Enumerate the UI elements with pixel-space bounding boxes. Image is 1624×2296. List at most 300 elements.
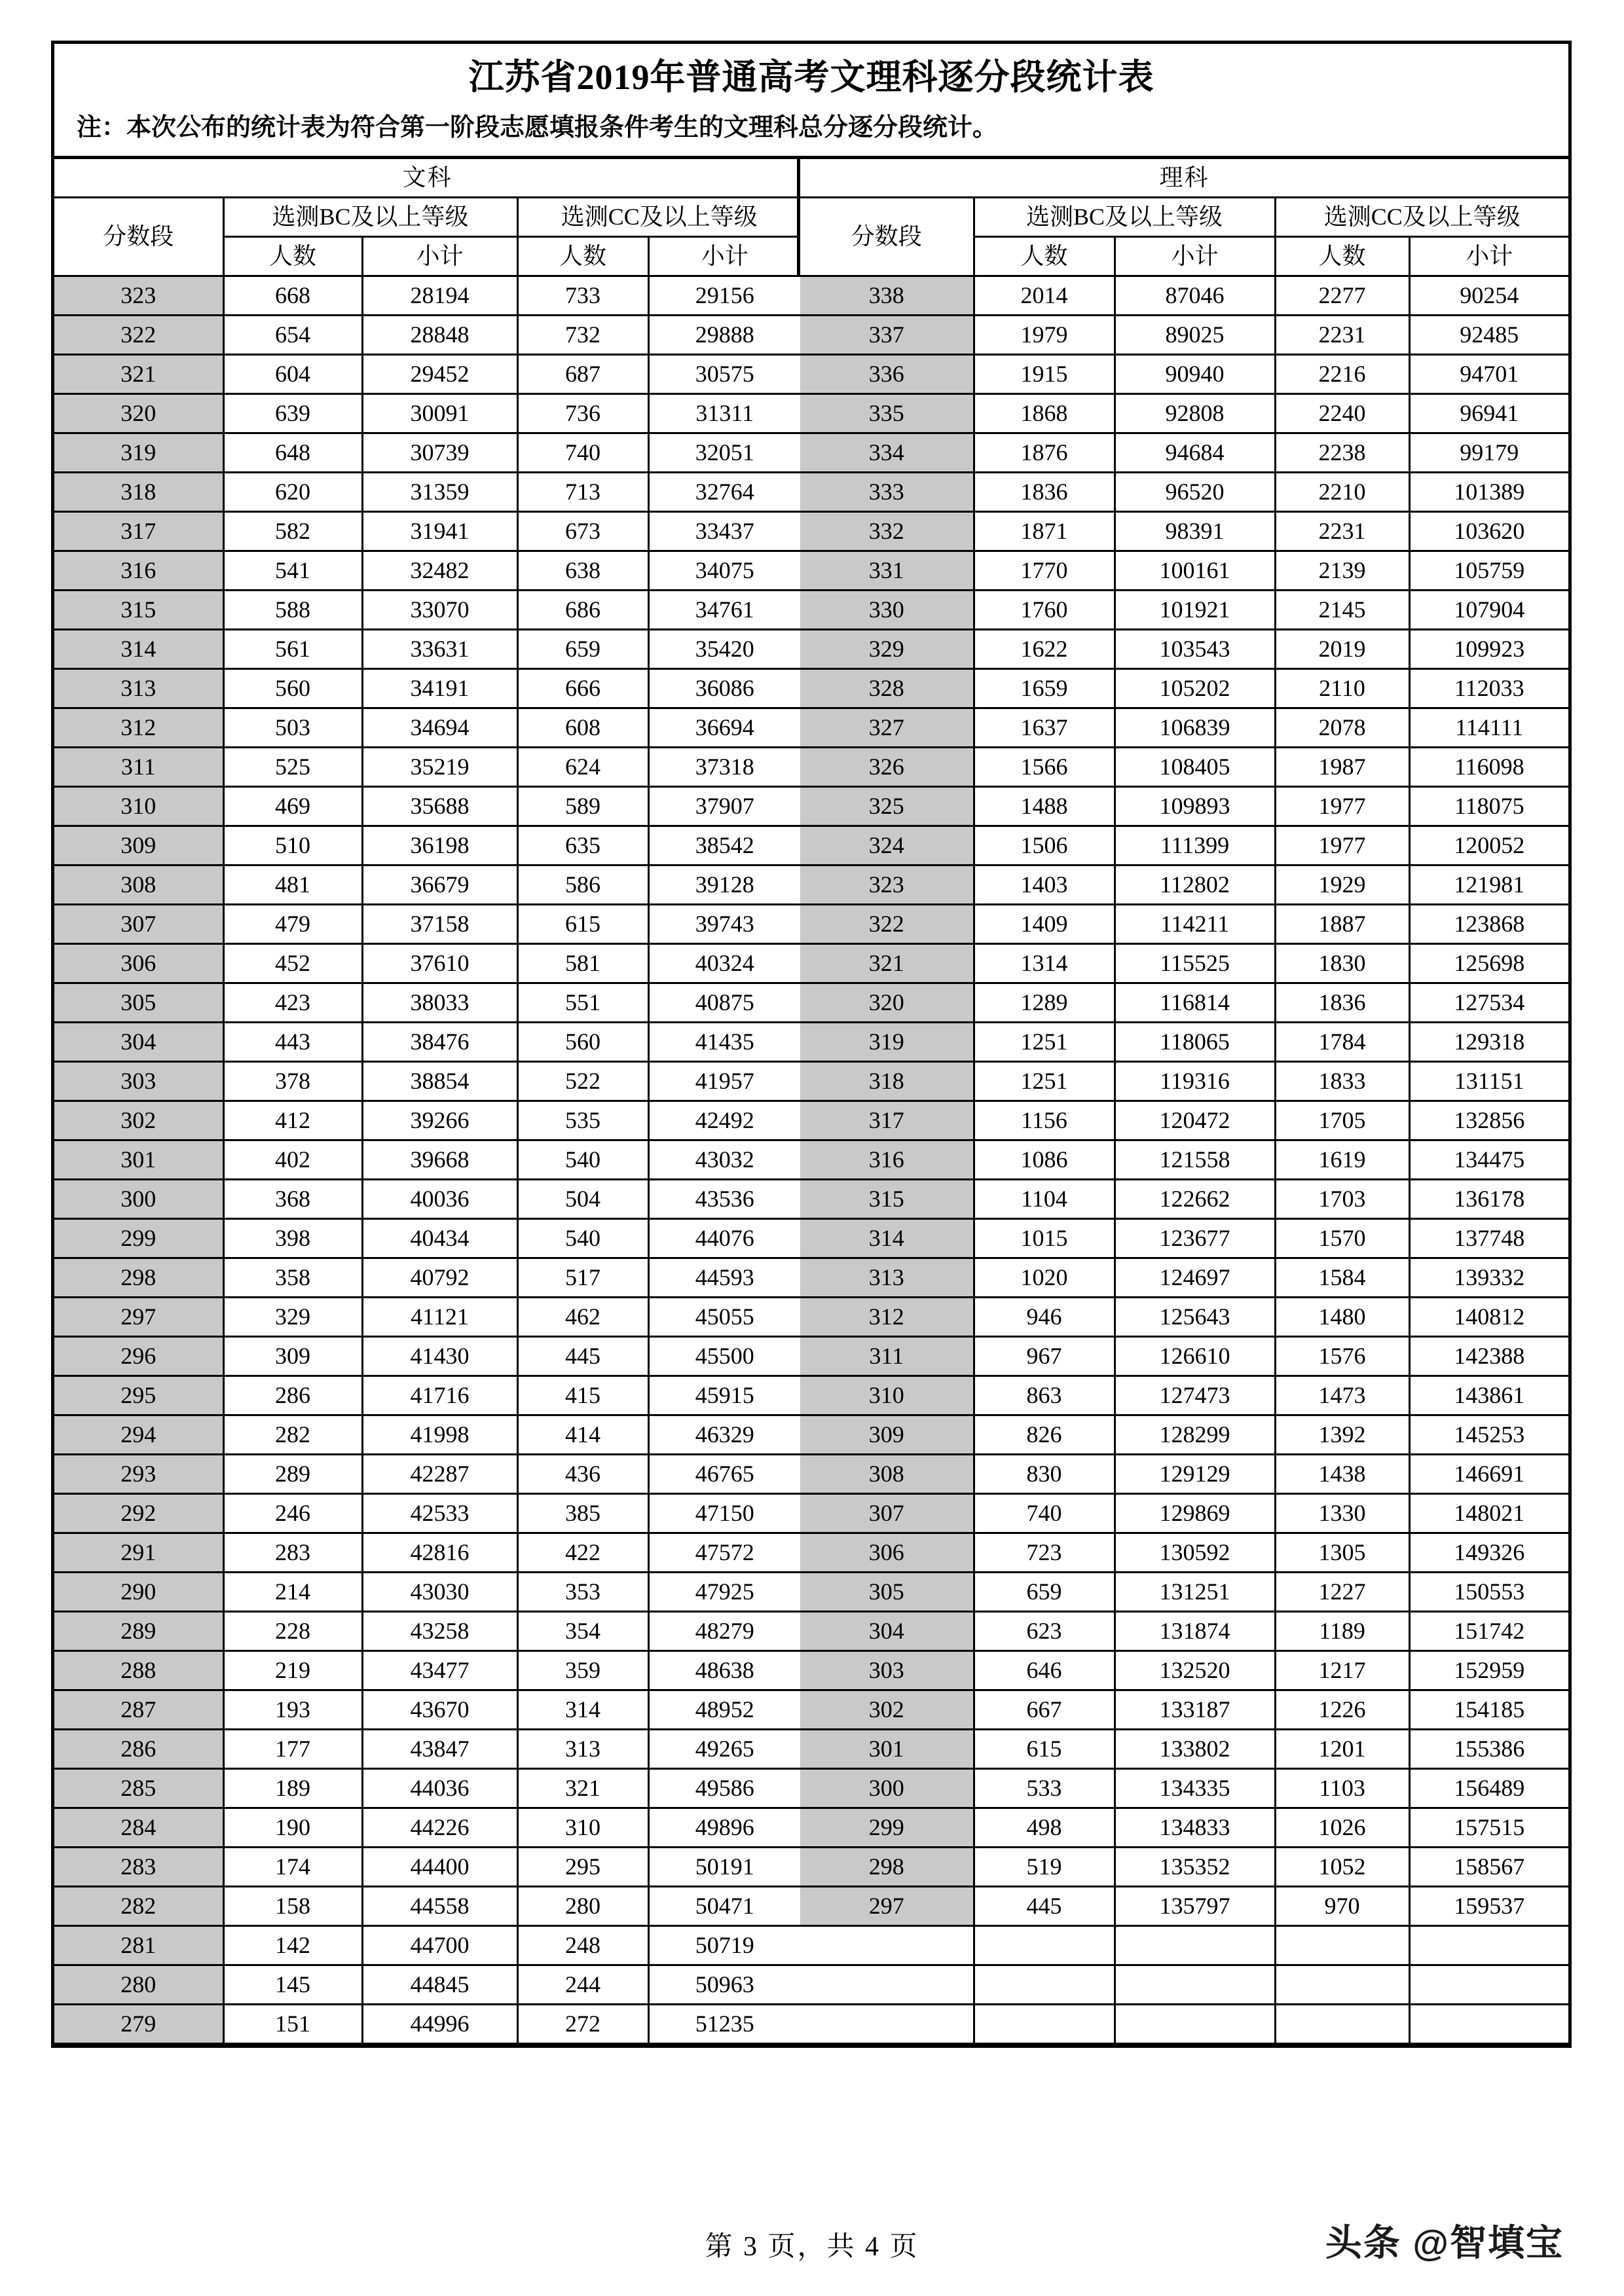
cell-value: 36086 [648, 668, 800, 708]
cell-score-band: 338 [800, 276, 974, 315]
table-row [800, 393, 1568, 433]
cell-value: 970 [1275, 1886, 1409, 1925]
table-row [54, 1650, 800, 1690]
group-header-row [800, 197, 1568, 236]
table-row [800, 1454, 1568, 1493]
table-row [800, 354, 1568, 393]
cell-value: 2231 [1275, 315, 1409, 354]
cell-value: 92485 [1409, 315, 1568, 354]
table-row [800, 1533, 1568, 1572]
cell-value: 1836 [1275, 983, 1409, 1022]
panel-liberal-arts [54, 159, 800, 2045]
cell-value: 127473 [1115, 1376, 1275, 1415]
cell-value: 152959 [1409, 1650, 1568, 1690]
cell-value: 31359 [362, 472, 517, 511]
cell-score-band: 321 [800, 943, 974, 983]
cell-value: 42492 [648, 1101, 800, 1140]
cell-value: 40875 [648, 983, 800, 1022]
cell-value: 134335 [1115, 1768, 1275, 1808]
table-row [54, 668, 800, 708]
cell-value: 412 [223, 1101, 362, 1140]
table-science [800, 159, 1568, 2045]
cell-value: 44400 [362, 1847, 517, 1886]
panel-science [800, 159, 1568, 2045]
cell-score-band: 282 [54, 1886, 223, 1925]
cell-value: 321 [517, 1768, 648, 1808]
cell-score-band: 333 [800, 472, 974, 511]
table-row [54, 1965, 800, 2004]
cell-value: 214 [223, 1572, 362, 1611]
table-row [54, 1493, 800, 1533]
cell-value: 135797 [1115, 1886, 1275, 1925]
cell-value: 561 [223, 629, 362, 668]
cell-score-band: 311 [800, 1336, 974, 1376]
table-row [800, 1022, 1568, 1061]
cell-value: 87046 [1115, 276, 1275, 315]
cell-value: 40434 [362, 1218, 517, 1258]
title-band [54, 44, 1568, 106]
cell-score-band: 320 [800, 983, 974, 1022]
cell-score-band: 317 [54, 511, 223, 551]
cell-value: 445 [974, 1886, 1115, 1925]
cell-value: 1314 [974, 943, 1115, 983]
table-row-empty [800, 1925, 1568, 1965]
cell-value: 1052 [1275, 1847, 1409, 1886]
cell-value: 314 [517, 1690, 648, 1729]
cell-value: 517 [517, 1258, 648, 1297]
cell-value: 732 [517, 315, 648, 354]
cell-value: 40792 [362, 1258, 517, 1297]
cell-value: 589 [517, 786, 648, 826]
cell-value: 131874 [1115, 1611, 1275, 1650]
cell-value: 39743 [648, 904, 800, 943]
cell-value: 2078 [1275, 708, 1409, 747]
cell-value: 354 [517, 1611, 648, 1650]
cell-value: 129869 [1115, 1493, 1275, 1533]
cell-value: 503 [223, 708, 362, 747]
cell-value: 1977 [1275, 826, 1409, 865]
cell-value: 533 [974, 1768, 1115, 1808]
table-row [54, 1729, 800, 1768]
cell-value: 713 [517, 472, 648, 511]
cell-value: 38854 [362, 1061, 517, 1101]
cell-value: 90254 [1409, 276, 1568, 315]
cell-value: 43032 [648, 1140, 800, 1179]
cell-value: 740 [517, 433, 648, 472]
cell-empty [800, 1965, 974, 2004]
cell-value: 33070 [362, 590, 517, 629]
cell-value: 378 [223, 1061, 362, 1101]
cell-value: 1403 [974, 865, 1115, 904]
cell-value: 49896 [648, 1808, 800, 1847]
cell-score-band: 315 [54, 590, 223, 629]
cell-score-band: 299 [54, 1218, 223, 1258]
subject-header-row [800, 159, 1568, 198]
cell-value: 44700 [362, 1925, 517, 1965]
cell-value: 115525 [1115, 943, 1275, 983]
table-row [54, 1886, 800, 1925]
cell-value: 1979 [974, 315, 1115, 354]
table-row [54, 708, 800, 747]
cell-score-band: 300 [54, 1179, 223, 1218]
table-row [800, 472, 1568, 511]
cell-value: 740 [974, 1493, 1115, 1533]
cell-value: 151742 [1409, 1611, 1568, 1650]
cell-value: 158567 [1409, 1847, 1568, 1886]
cell-value: 41957 [648, 1061, 800, 1101]
cell-value: 588 [223, 590, 362, 629]
cell-value: 1830 [1275, 943, 1409, 983]
cell-value: 119316 [1115, 1061, 1275, 1101]
cell-value: 436 [517, 1454, 648, 1493]
cell-value: 28194 [362, 276, 517, 315]
cell-score-band: 325 [800, 786, 974, 826]
cell-value: 44558 [362, 1886, 517, 1925]
cell-value: 654 [223, 315, 362, 354]
cell-value: 1020 [974, 1258, 1115, 1297]
table-row [800, 1376, 1568, 1415]
cell-value: 126610 [1115, 1336, 1275, 1376]
table-row [800, 315, 1568, 354]
cell-value: 40036 [362, 1179, 517, 1218]
cell-empty [1409, 1965, 1568, 2004]
table-row [54, 551, 800, 590]
table-row [800, 708, 1568, 747]
cell-value: 94684 [1115, 433, 1275, 472]
cell-value: 1226 [1275, 1690, 1409, 1729]
cell-value: 535 [517, 1101, 648, 1140]
cell-score-band: 331 [800, 551, 974, 590]
cell-value: 109923 [1409, 629, 1568, 668]
table-row [54, 747, 800, 786]
cell-empty [1115, 2004, 1275, 2043]
table-row [54, 472, 800, 511]
cell-score-band: 307 [800, 1493, 974, 1533]
cell-score-band: 309 [800, 1415, 974, 1454]
cell-value: 150553 [1409, 1572, 1568, 1611]
table-row [54, 433, 800, 472]
cell-value: 143861 [1409, 1376, 1568, 1415]
cell-score-band: 323 [800, 865, 974, 904]
cell-value: 358 [223, 1258, 362, 1297]
cell-score-band: 316 [54, 551, 223, 590]
cell-value: 34694 [362, 708, 517, 747]
cell-score-band: 291 [54, 1533, 223, 1572]
cell-value: 445 [517, 1336, 648, 1376]
cell-value: 127534 [1409, 983, 1568, 1022]
cell-value: 289 [223, 1454, 362, 1493]
cell-value: 667 [974, 1690, 1115, 1729]
page-title: 江苏省2019年普通高考文理科逐分段统计表 [468, 58, 1154, 97]
cell-value: 402 [223, 1140, 362, 1179]
cell-value: 154185 [1409, 1690, 1568, 1729]
cell-value: 826 [974, 1415, 1115, 1454]
cell-value: 2231 [1275, 511, 1409, 551]
cell-value: 103543 [1115, 629, 1275, 668]
cell-score-band: 299 [800, 1808, 974, 1847]
cell-value: 2145 [1275, 590, 1409, 629]
cell-value: 282 [223, 1415, 362, 1454]
table-row [54, 629, 800, 668]
cell-value: 2216 [1275, 354, 1409, 393]
cell-value: 45055 [648, 1297, 800, 1336]
table-row [800, 511, 1568, 551]
table-row [800, 904, 1568, 943]
cell-score-band: 314 [800, 1218, 974, 1258]
cell-value: 39128 [648, 865, 800, 904]
cell-score-band: 280 [54, 1965, 223, 2004]
table-row [800, 1336, 1568, 1376]
cell-value: 398 [223, 1218, 362, 1258]
cell-value: 189 [223, 1768, 362, 1808]
table-row [54, 1572, 800, 1611]
table-row [800, 1650, 1568, 1690]
cell-value: 283 [223, 1533, 362, 1572]
cell-value: 586 [517, 865, 648, 904]
cell-value: 33631 [362, 629, 517, 668]
cell-value: 620 [223, 472, 362, 511]
table-row [54, 1611, 800, 1650]
cell-score-band: 335 [800, 393, 974, 433]
cell-value: 50963 [648, 1965, 800, 2004]
table-row [800, 983, 1568, 1022]
watermark [1325, 2214, 1564, 2267]
cell-value: 193 [223, 1690, 362, 1729]
cell-value: 581 [517, 943, 648, 983]
cell-value: 151 [223, 2004, 362, 2043]
sheet-bottom-rule [54, 2045, 1568, 2048]
cell-value: 280 [517, 1886, 648, 1925]
cell-score-band: 336 [800, 354, 974, 393]
table-row [800, 629, 1568, 668]
cell-value: 646 [974, 1650, 1115, 1690]
cell-value: 525 [223, 747, 362, 786]
table-head-liberal-arts [54, 159, 800, 276]
cell-score-band: 290 [54, 1572, 223, 1611]
cell-value: 687 [517, 354, 648, 393]
col-header-bc-count: 人数 [974, 236, 1115, 276]
cell-value: 540 [517, 1140, 648, 1179]
cell-value: 1929 [1275, 865, 1409, 904]
cell-value: 105202 [1115, 668, 1275, 708]
cell-score-band: 315 [800, 1179, 974, 1218]
cell-value: 31941 [362, 511, 517, 551]
cell-value: 246 [223, 1493, 362, 1533]
cell-value: 42287 [362, 1454, 517, 1493]
table-row [800, 1140, 1568, 1179]
cell-value: 510 [223, 826, 362, 865]
cell-value: 1637 [974, 708, 1115, 747]
cell-value: 582 [223, 511, 362, 551]
cell-value: 522 [517, 1061, 648, 1101]
cell-value: 42816 [362, 1533, 517, 1572]
cell-value: 125643 [1115, 1297, 1275, 1336]
cell-score-band: 295 [54, 1376, 223, 1415]
cell-value: 668 [223, 276, 362, 315]
cell-value: 43847 [362, 1729, 517, 1768]
cell-value: 145253 [1409, 1415, 1568, 1454]
col-header-cc-subtotal: 小计 [1409, 236, 1568, 276]
table-row [54, 826, 800, 865]
col-header-bc-subtotal: 小计 [1115, 236, 1275, 276]
cell-score-band: 281 [54, 1925, 223, 1965]
table-row [54, 865, 800, 904]
cell-empty [800, 2004, 974, 2043]
cell-value: 98391 [1115, 511, 1275, 551]
cell-score-band: 305 [54, 983, 223, 1022]
table-row [54, 1258, 800, 1297]
cell-value: 44036 [362, 1768, 517, 1808]
cell-value: 1026 [1275, 1808, 1409, 1847]
cell-empty [1409, 2004, 1568, 2043]
cell-score-band: 312 [54, 708, 223, 747]
cell-value: 353 [517, 1572, 648, 1611]
cell-value: 1104 [974, 1179, 1115, 1218]
cell-value: 136178 [1409, 1179, 1568, 1218]
cell-value: 112033 [1409, 668, 1568, 708]
cell-value: 659 [517, 629, 648, 668]
table-head-science [800, 159, 1568, 276]
cell-value: 1833 [1275, 1061, 1409, 1101]
cell-score-band: 288 [54, 1650, 223, 1690]
cell-value: 92808 [1115, 393, 1275, 433]
table-row [800, 1768, 1568, 1808]
col-header-cc-count: 人数 [517, 236, 648, 276]
cell-empty [1409, 1925, 1568, 1965]
cell-score-band: 324 [800, 826, 974, 865]
cell-value: 36198 [362, 826, 517, 865]
cell-value: 1659 [974, 668, 1115, 708]
cell-value: 639 [223, 393, 362, 433]
cell-value: 422 [517, 1533, 648, 1572]
cell-value: 423 [223, 983, 362, 1022]
table-row [54, 1336, 800, 1376]
cell-value: 41998 [362, 1415, 517, 1454]
cell-value: 1703 [1275, 1179, 1409, 1218]
cell-score-band: 293 [54, 1454, 223, 1493]
table-row [800, 1415, 1568, 1454]
cell-value: 116814 [1115, 983, 1275, 1022]
cell-value: 1392 [1275, 1415, 1409, 1454]
table-row [800, 865, 1568, 904]
cell-value: 1570 [1275, 1218, 1409, 1258]
cell-score-band: 297 [800, 1886, 974, 1925]
cell-value: 1015 [974, 1218, 1115, 1258]
cell-score-band: 301 [54, 1140, 223, 1179]
cell-value: 2014 [974, 276, 1115, 315]
cell-value: 107904 [1409, 590, 1568, 629]
cell-value: 219 [223, 1650, 362, 1690]
cell-value: 100161 [1115, 551, 1275, 590]
table-row [54, 1415, 800, 1454]
cell-value: 35688 [362, 786, 517, 826]
table-row [800, 1847, 1568, 1886]
col-header-cc-subtotal: 小计 [648, 236, 800, 276]
table-row [800, 1493, 1568, 1533]
cell-value: 1876 [974, 433, 1115, 472]
statistics-sheet [51, 41, 1572, 2048]
table-body-science [800, 276, 1568, 2043]
cell-value: 2019 [1275, 629, 1409, 668]
cell-value: 112802 [1115, 865, 1275, 904]
col-group-header-cc: 选测CC及以上等级 [1275, 197, 1568, 236]
cell-score-band: 334 [800, 433, 974, 472]
cell-value: 156489 [1409, 1768, 1568, 1808]
cell-score-band: 322 [54, 315, 223, 354]
cell-value: 39266 [362, 1101, 517, 1140]
cell-score-band: 308 [54, 865, 223, 904]
cell-score-band: 302 [54, 1101, 223, 1140]
cell-score-band: 320 [54, 393, 223, 433]
cell-score-band: 308 [800, 1454, 974, 1493]
cell-value: 35420 [648, 629, 800, 668]
cell-value: 29156 [648, 276, 800, 315]
cell-value: 43477 [362, 1650, 517, 1690]
table-row [54, 1297, 800, 1336]
cell-value: 2240 [1275, 393, 1409, 433]
cell-score-band: 285 [54, 1768, 223, 1808]
subject-title-science: 理科 [800, 159, 1568, 198]
cell-value: 155386 [1409, 1729, 1568, 1768]
cell-value: 385 [517, 1493, 648, 1533]
table-row [54, 983, 800, 1022]
cell-value: 47150 [648, 1493, 800, 1533]
cell-value: 30575 [648, 354, 800, 393]
cell-value: 108405 [1115, 747, 1275, 786]
col-group-header-cc: 选测CC及以上等级 [517, 197, 800, 236]
cell-score-band: 316 [800, 1140, 974, 1179]
cell-value: 1619 [1275, 1140, 1409, 1179]
table-row [54, 590, 800, 629]
cell-score-band: 313 [54, 668, 223, 708]
cell-value: 40324 [648, 943, 800, 983]
cell-score-band: 298 [54, 1258, 223, 1297]
cell-value: 109893 [1115, 786, 1275, 826]
cell-value: 28848 [362, 315, 517, 354]
cell-score-band: 309 [54, 826, 223, 865]
cell-value: 46329 [648, 1415, 800, 1454]
cell-value: 132520 [1115, 1650, 1275, 1690]
cell-score-band: 306 [54, 943, 223, 983]
table-row [800, 1218, 1568, 1258]
table-row [800, 1258, 1568, 1297]
cell-value: 244 [517, 1965, 648, 2004]
cell-value: 89025 [1115, 315, 1275, 354]
cell-value: 309 [223, 1336, 362, 1376]
cell-value: 1086 [974, 1140, 1115, 1179]
cell-value: 37318 [648, 747, 800, 786]
cell-value: 2238 [1275, 433, 1409, 472]
col-header-bc-subtotal: 小计 [362, 236, 517, 276]
cell-score-band: 314 [54, 629, 223, 668]
cell-value: 38476 [362, 1022, 517, 1061]
cell-value: 34761 [648, 590, 800, 629]
cell-value: 443 [223, 1022, 362, 1061]
cell-value: 228 [223, 1611, 362, 1650]
cell-value: 1156 [974, 1101, 1115, 1140]
cell-value: 133802 [1115, 1729, 1275, 1768]
cell-value: 101389 [1409, 472, 1568, 511]
watermark-label: 头条 @智填宝 [1325, 2222, 1564, 2263]
cell-value: 479 [223, 904, 362, 943]
cell-value: 32482 [362, 551, 517, 590]
cell-value: 139332 [1409, 1258, 1568, 1297]
cell-score-band: 326 [800, 747, 974, 786]
cell-value: 157515 [1409, 1808, 1568, 1847]
cell-value: 723 [974, 1533, 1115, 1572]
note-band [54, 106, 1568, 159]
cell-value: 133187 [1115, 1690, 1275, 1729]
